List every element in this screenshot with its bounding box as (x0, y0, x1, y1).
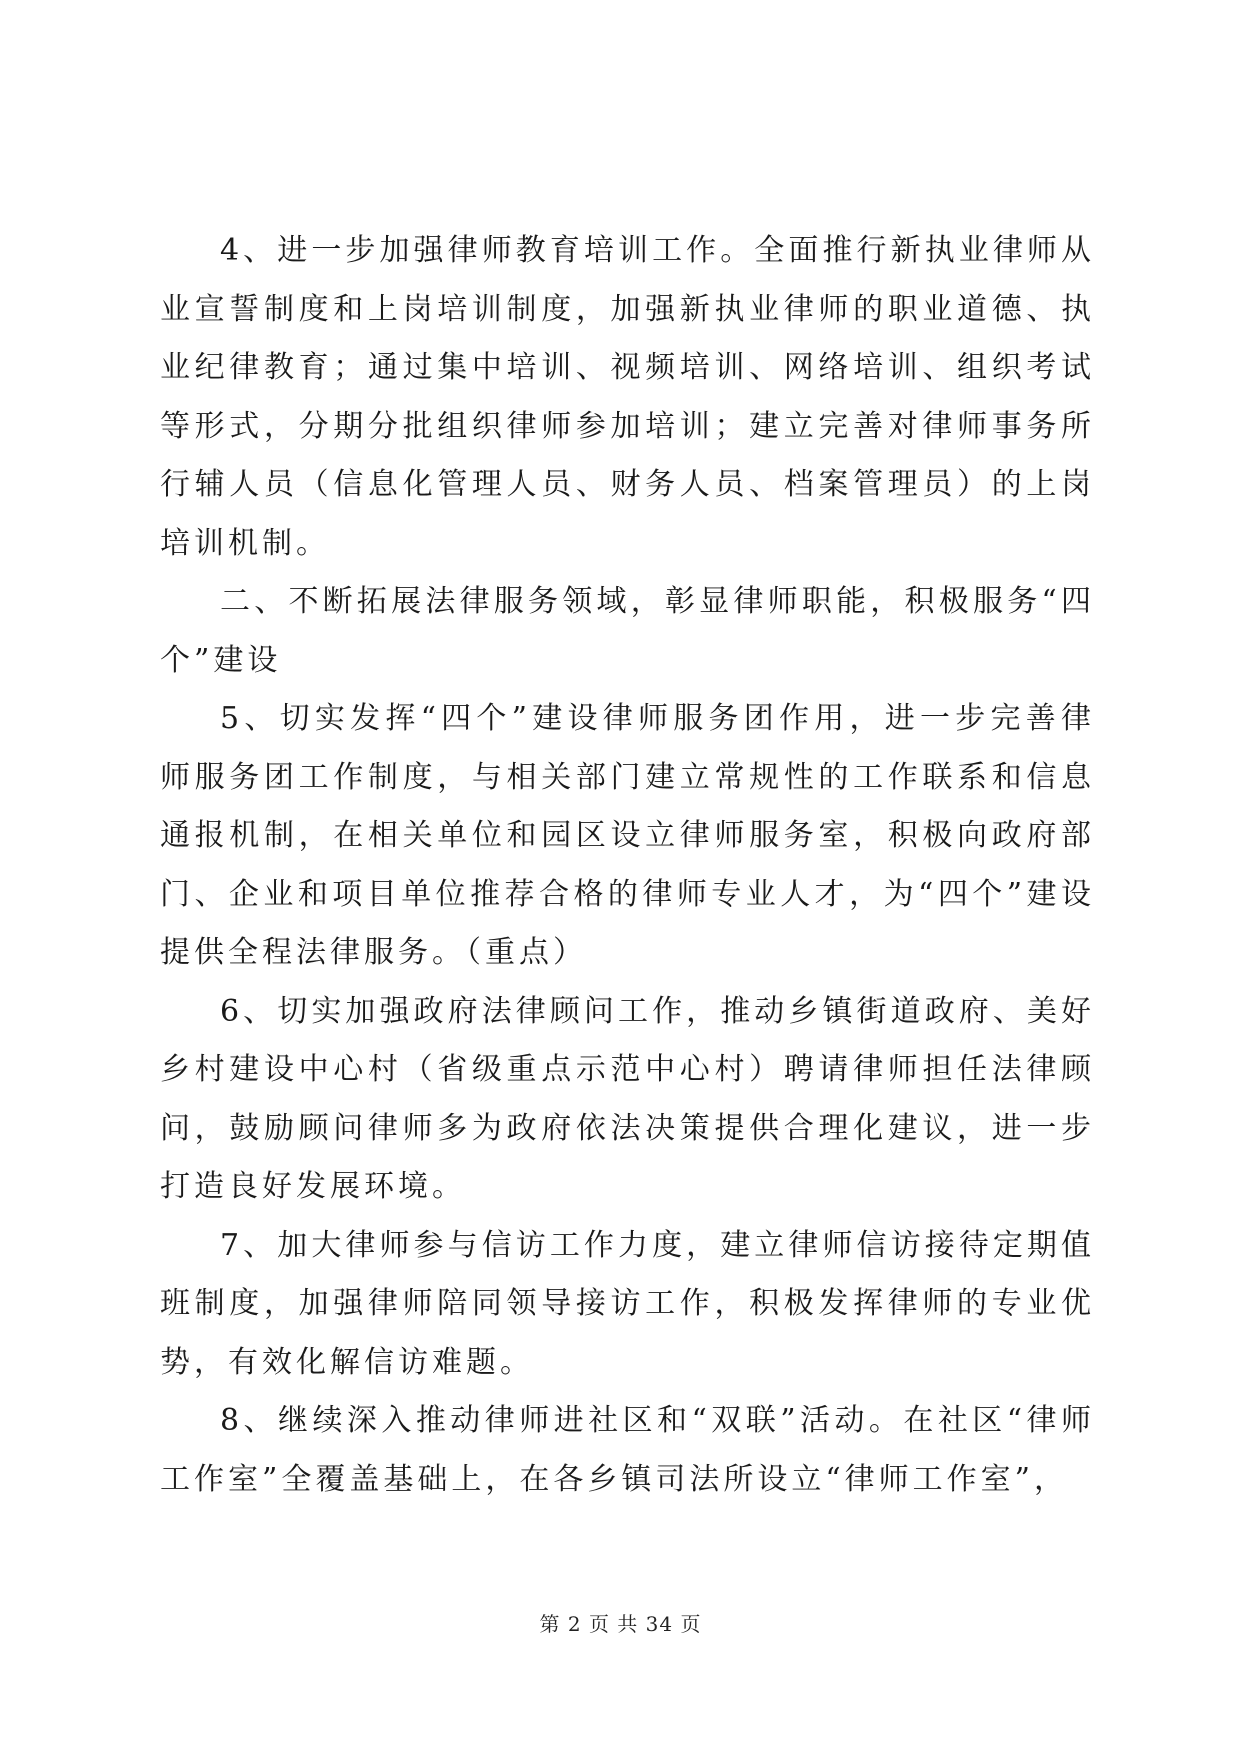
document-body (160, 222, 1095, 1509)
section-heading-2: 二、不断拓展法律服务领域，彰显律师职能，积极服务“四个”建设 (160, 584, 1095, 678)
paragraph-item-7-petition: 7、加大律师参与信访工作力度，建立律师信访接待定期值班制度，加强律师陪同领导接访工作，积极发挥律师的专业优势，有效化解信访难题。 (160, 1227, 1095, 1380)
paragraph-item-6-legal-advisor: 6、切实加强政府法律顾问工作，推动乡镇街道政府、美好乡村建设中心村（省级重点示范中心村）聘请律师担任法律顾问，鼓励顾问律师多为政府依法决策提供合理化建议，进一步打造良好发展环境。 (160, 993, 1095, 1204)
page-number-footer: 第 2 页 共 34 页 (539, 1612, 702, 1636)
paragraph-item-8-community: 8、继续深入推动律师进社区和“双联”活动。在社区“律师工作室”全覆盖基础上，在各乡镇司法所设立“律师工作室”， (160, 1403, 1095, 1497)
paragraph-item-4-training: 4、进一步加强律师教育培训工作。全面推行新执业律师从业宣誓制度和上岗培训制度，加强新执业律师的职业道德、执业纪律教育；通过集中培训、视频培训、网络培训、组织考试等形式，分期分批组织律师参加培训；建立完善对律师事务所行辅人员（信息化管理人员、财务人员、档案管理员）的上岗培训机制。 (160, 233, 1095, 561)
paragraph-item-5-service-team: 5、切实发挥“四个”建设律师服务团作用，进一步完善律师服务团工作制度，与相关部门建立常规性的工作联系和信息通报机制，在相关单位和园区设立律师服务室，积极向政府部门、企业和项目单位推荐合格的律师专业人才，为“四个”建设提供全程法律服务。（重点） (160, 701, 1095, 970)
